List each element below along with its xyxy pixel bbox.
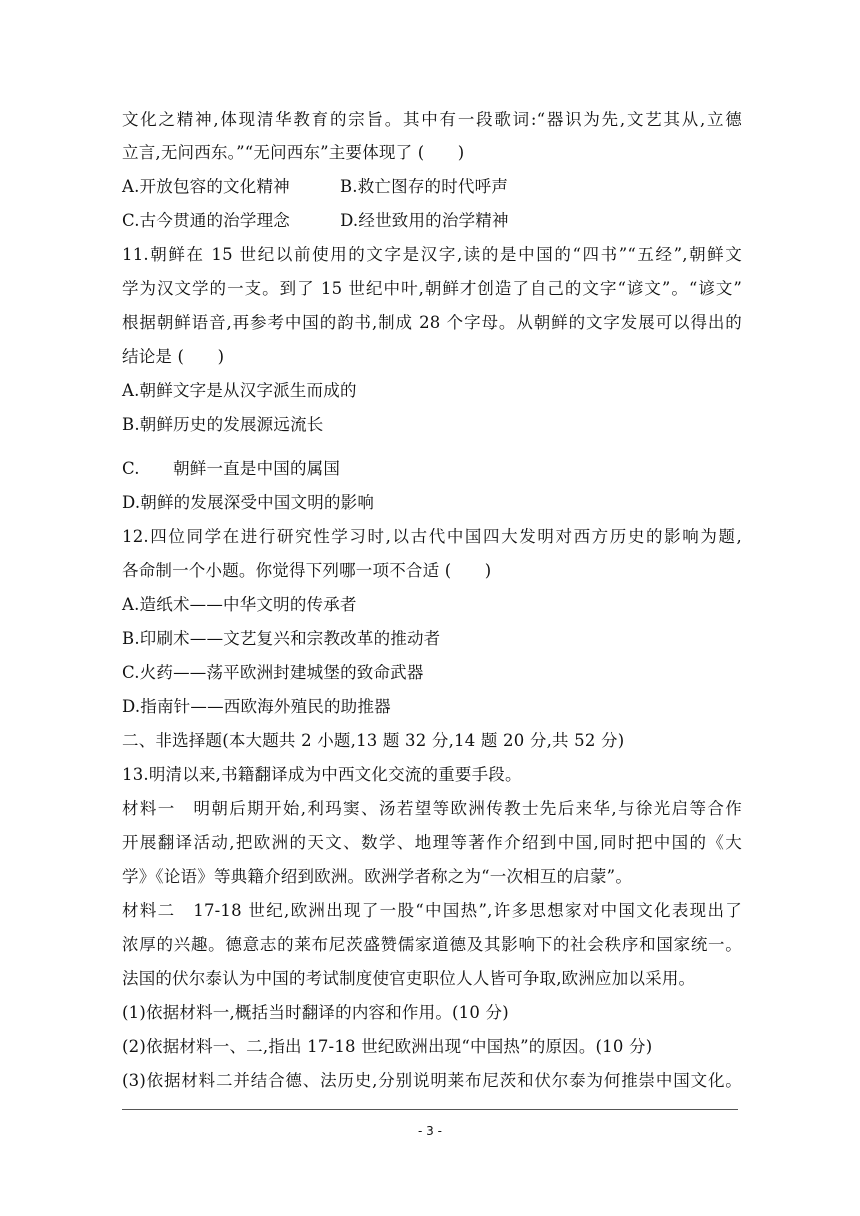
text-line: 立言,无问西东。”“无问西东”主要体现了 ( ) — [122, 143, 465, 162]
footer-rule — [122, 1109, 738, 1110]
subquestion-line: (1)依据材料一,概括当时翻译的内容和作用。(10 分) — [122, 1003, 509, 1022]
material-line: 开展翻译活动,把欧洲的天文、数学、地理等著作介绍到中国,同时把中国的《大 — [122, 833, 742, 852]
option-line: A.开放包容的文化精神 B.救亡图存的时代呼声 — [122, 177, 509, 196]
option-line: B.印刷术——文艺复兴和宗教改革的推动者 — [122, 629, 441, 648]
text-line: 各命制一个小题。你觉得下列哪一项不合适 ( ) — [122, 561, 492, 580]
option-line: C.古今贯通的治学理念 D.经世致用的治学精神 — [122, 211, 509, 230]
subquestion-line: (3)依据材料二并结合德、法历史,分别说明莱布尼茨和伏尔泰为何推崇中国文化。 — [122, 1071, 742, 1090]
section-heading: 二、非选择题(本大题共 2 小题,13 题 32 分,14 题 20 分,共 52 分) — [122, 731, 625, 750]
text-line: 结论是 ( ) — [122, 347, 225, 366]
question-11-line: 11.朝鲜在 15 世纪以前使用的文字是汉字,读的是中国的“四书”“五经”,朝鲜文 — [122, 245, 742, 264]
option-line: A.朝鲜文字是从汉字派生而成的 — [122, 381, 357, 400]
option-line: A.造纸术——中华文明的传承者 — [122, 595, 357, 614]
question-12-line: 12.四位同学在进行研究性学习时,以古代中国四大发明对西方历史的影响为题, — [122, 527, 742, 546]
option-line: B.朝鲜历史的发展源远流长 — [122, 415, 324, 434]
option-line: C.火药——荡平欧洲封建城堡的致命武器 — [122, 663, 424, 682]
material-line: 材料二 17-18 世纪,欧洲出现了一股“中国热”,许多思想家对中国文化表现出了 — [122, 901, 742, 920]
material-line: 材料一 明朝后期开始,利玛窦、汤若望等欧洲传教士先后来华,与徐光启等合作 — [122, 799, 742, 818]
option-line: D.朝鲜的发展深受中国文明的影响 — [122, 493, 375, 512]
material-line: 浓厚的兴趣。德意志的莱布尼茨盛赞儒家道德及其影响下的社会秩序和国家统一。 — [122, 935, 742, 954]
page-number: - 3 - — [418, 1124, 442, 1138]
material-line: 学》《论语》等典籍介绍到欧洲。欧洲学者称之为“一次相互的启蒙”。 — [122, 867, 633, 886]
option-line: C. 朝鲜一直是中国的属国 — [122, 459, 341, 478]
option-line: D.指南针——西欧海外殖民的助推器 — [122, 697, 391, 716]
subquestion-line: (2)依据材料一、二,指出 17-18 世纪欧洲出现“中国热”的原因。(10 分) — [122, 1037, 653, 1056]
text-line: 学为汉文学的一支。到了 15 世纪中叶,朝鲜才创造了自己的文字“谚文”。“谚文” — [122, 279, 742, 298]
text-line: 文化之精神,体现清华教育的宗旨。其中有一段歌词:“器识为先,文艺其从,立德 — [122, 110, 742, 129]
text-line: 根据朝鲜语音,再参考中国的韵书,制成 28 个字母。从朝鲜的文字发展可以得出的 — [122, 313, 742, 332]
question-13-line: 13.明清以来,书籍翻译成为中西文化交流的重要手段。 — [122, 765, 522, 784]
material-line: 法国的伏尔泰认为中国的考试制度使官吏职位人人皆可争取,欧洲应加以采用。 — [122, 969, 696, 988]
